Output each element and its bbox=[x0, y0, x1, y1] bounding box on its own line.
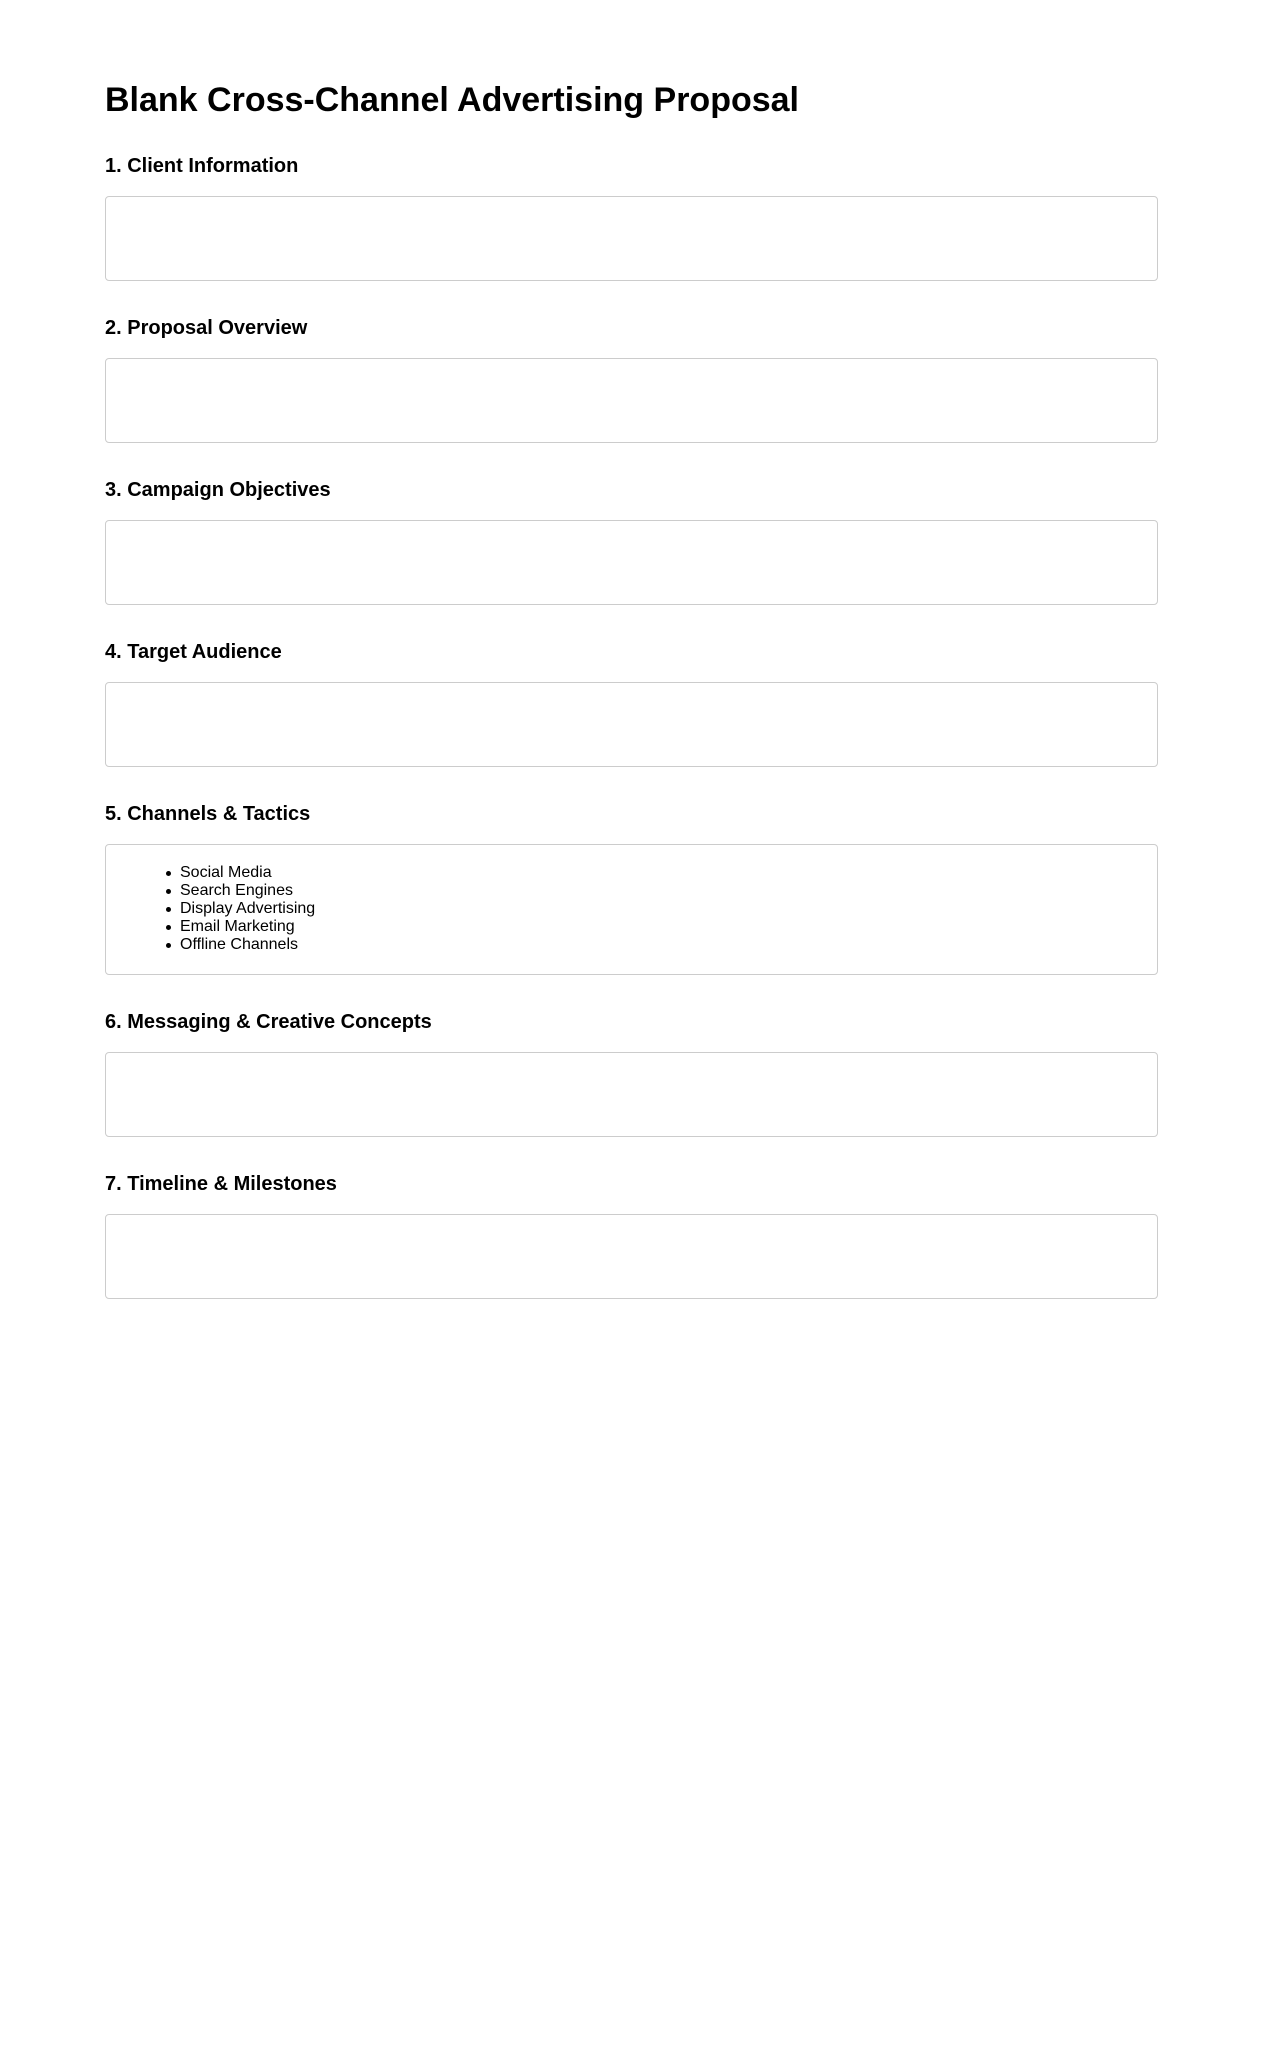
list-item bbox=[180, 882, 315, 900]
list-item-label: Search Engines bbox=[180, 882, 293, 899]
bullet-icon bbox=[166, 943, 171, 948]
section-heading: 5. Channels & Tactics bbox=[105, 803, 311, 825]
section-heading: 6. Messaging & Creative Concepts bbox=[105, 1011, 432, 1033]
channel-list bbox=[180, 864, 315, 954]
list-item-label: Social Media bbox=[180, 864, 272, 881]
campaign-objectives-field[interactable] bbox=[105, 520, 1158, 605]
list-item bbox=[180, 864, 315, 882]
bullet-icon bbox=[166, 889, 171, 894]
section-proposal-overview bbox=[105, 317, 1158, 340]
section-campaign-objectives bbox=[105, 479, 1158, 502]
list-item-label: Offline Channels bbox=[180, 936, 298, 953]
section-heading: 1. Client Information bbox=[105, 155, 299, 177]
section-target-audience bbox=[105, 641, 1158, 664]
section-heading: 4. Target Audience bbox=[105, 641, 282, 663]
list-item bbox=[180, 936, 315, 954]
section-heading: 7. Timeline & Milestones bbox=[105, 1173, 337, 1195]
list-item-label: Email Marketing bbox=[180, 918, 295, 935]
client-information-field[interactable] bbox=[105, 196, 1158, 281]
section-timeline-milestones bbox=[105, 1173, 1158, 1196]
list-item bbox=[180, 918, 315, 936]
messaging-creative-field[interactable] bbox=[105, 1052, 1158, 1137]
timeline-milestones-field[interactable] bbox=[105, 1214, 1158, 1299]
bullet-icon bbox=[166, 907, 171, 912]
channels-tactics-field[interactable] bbox=[105, 844, 1158, 975]
page-title: Blank Cross-Channel Advertising Proposal bbox=[105, 81, 799, 119]
list-item-label: Display Advertising bbox=[180, 900, 316, 917]
section-heading: 2. Proposal Overview bbox=[105, 317, 308, 339]
section-messaging-creative bbox=[105, 1011, 1158, 1034]
bullet-icon bbox=[166, 925, 171, 930]
section-heading: 3. Campaign Objectives bbox=[105, 479, 331, 501]
list-item bbox=[180, 900, 315, 918]
bullet-icon bbox=[166, 871, 171, 876]
section-client-information bbox=[105, 155, 1158, 178]
proposal-overview-field[interactable] bbox=[105, 358, 1158, 443]
section-channels-tactics bbox=[105, 803, 1158, 953]
target-audience-field[interactable] bbox=[105, 682, 1158, 767]
